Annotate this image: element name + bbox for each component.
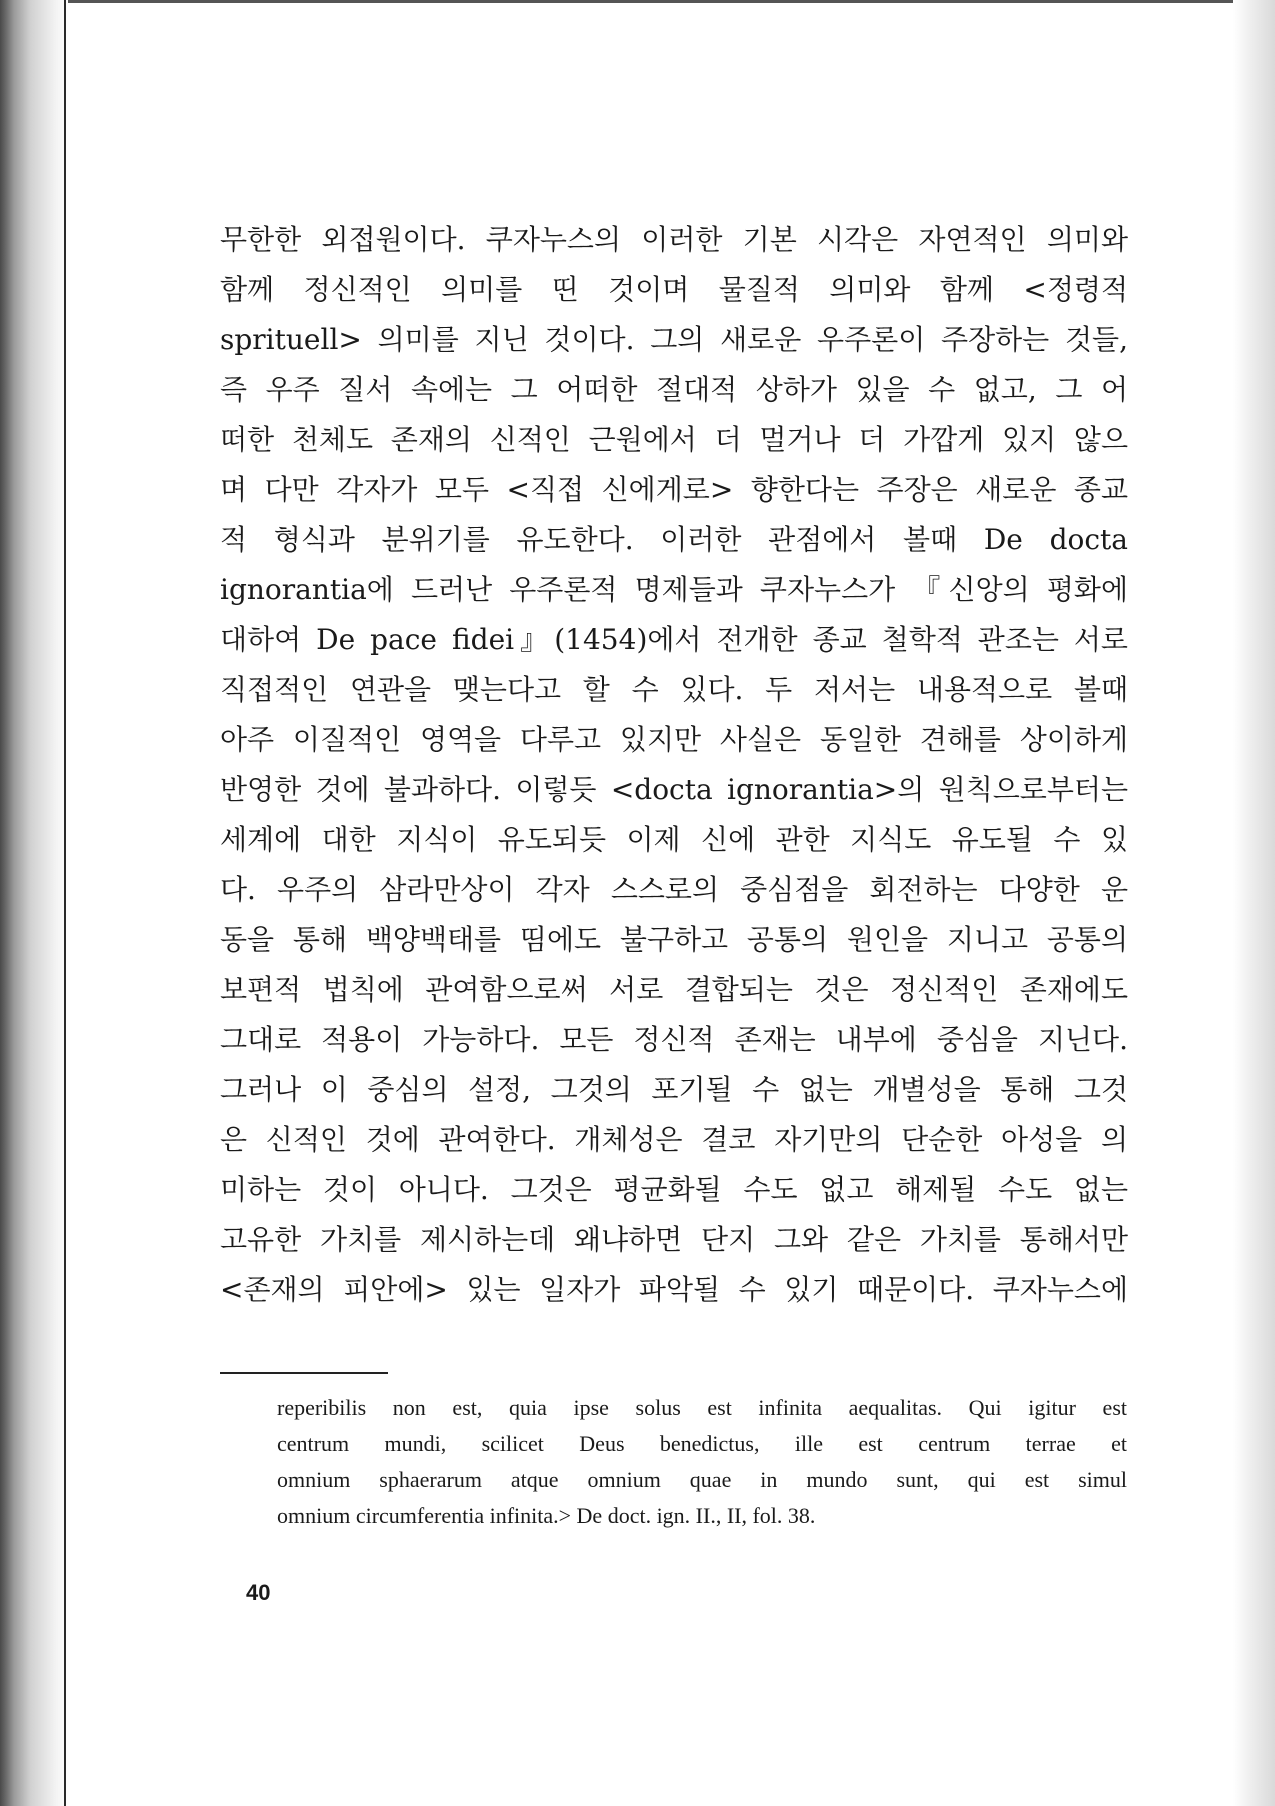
body-line: 은 신적인 것에 관여한다. 개체성은 결코 자기만의 단순한 아성을 의 <box>220 1123 1128 1156</box>
body-line: ignorantia에 드러난 우주론적 명제들과 쿠자누스가 『신앙의 평화에 <box>220 573 1128 606</box>
body-line: 반영한 것에 불과하다. 이렇듯 <docta ignorantia>의 원칙으로부터는 <box>220 773 1128 806</box>
body-line: 다. 우주의 삼라만상이 각자 스스로의 중심점을 회전하는 다양한 운 <box>220 873 1128 906</box>
footnote-line: omnium circumferentia infinita.> De doct. ign. II., II, fol. 38. <box>277 1503 816 1528</box>
body-line: 무한한 외접원이다. 쿠자누스의 이러한 기본 시각은 자연적인 의미와 <box>220 223 1128 256</box>
body-line: 고유한 가치를 제시하는데 왜냐하면 단지 그와 같은 가치를 통해서만 <box>220 1223 1128 1256</box>
body-line: 아주 이질적인 영역을 다루고 있지만 사실은 동일한 견해를 상이하게 <box>220 723 1128 756</box>
body-line: 동을 통해 백양백태를 띰에도 불구하고 공통의 원인을 지니고 공통의 <box>220 923 1128 956</box>
footnote-line: reperibilis non est, quia ipse solus est infinita aequalitas. Qui igitur est <box>277 1395 1127 1420</box>
body-line: sprituell> 의미를 지닌 것이다. 그의 새로운 우주론이 주장하는 것들, <box>220 323 1128 356</box>
body-line: 세계에 대한 지식이 유도되듯 이제 신에 관한 지식도 유도될 수 있 <box>220 823 1128 856</box>
binding-line <box>64 0 66 1806</box>
body-line: 그대로 적용이 가능하다. 모든 정신적 존재는 내부에 중심을 지닌다. <box>220 1023 1128 1056</box>
body-line: <존재의 피안에> 있는 일자가 파악될 수 있기 때문이다. 쿠자누스에 <box>220 1273 1128 1306</box>
body-line: 그러나 이 중심의 설정, 그것의 포기될 수 없는 개별성을 통해 그것 <box>220 1073 1128 1106</box>
footnote <box>277 1390 1127 1534</box>
body-line: 떠한 천체도 존재의 신적인 근원에서 더 멀거나 더 가깝게 있지 않으 <box>220 423 1128 456</box>
page-number: 40 <box>246 1580 271 1605</box>
footnote-line: centrum mundi, scilicet Deus benedictus, ille est centrum terrae et <box>277 1431 1127 1456</box>
page-top-edge <box>60 0 1275 3</box>
body-line: 즉 우주 질서 속에는 그 어떠한 절대적 상하가 있을 수 없고, 그 어 <box>220 373 1128 406</box>
footnote-line: omnium sphaerarum atque omnium quae in mundo sunt, qui est simul <box>277 1467 1127 1492</box>
body-line: 며 다만 각자가 모두 <직접 신에게로> 향한다는 주장은 새로운 종교 <box>220 473 1128 506</box>
footnote-divider <box>220 1372 388 1374</box>
body-line: 미하는 것이 아니다. 그것은 평균화될 수도 없고 해제될 수도 없는 <box>220 1173 1128 1206</box>
body-line: 함께 정신적인 의미를 띤 것이며 물질적 의미와 함께 <정령적 <box>220 273 1128 306</box>
page-curl-shadow <box>1233 0 1275 1806</box>
body-line: 보편적 법칙에 관여함으로써 서로 결합되는 것은 정신적인 존재에도 <box>220 973 1128 1006</box>
body-line: 대하여 De pace fidei』(1454)에서 전개한 종교 철학적 관조는 서로 <box>220 623 1128 656</box>
body-text <box>220 215 1128 1315</box>
body-line: 직접적인 연관을 맺는다고 할 수 있다. 두 저서는 내용적으로 볼때 <box>220 673 1128 706</box>
body-line: 적 형식과 분위기를 유도한다. 이러한 관점에서 볼때 De docta <box>220 523 1128 556</box>
binding-shadow <box>0 0 68 1806</box>
